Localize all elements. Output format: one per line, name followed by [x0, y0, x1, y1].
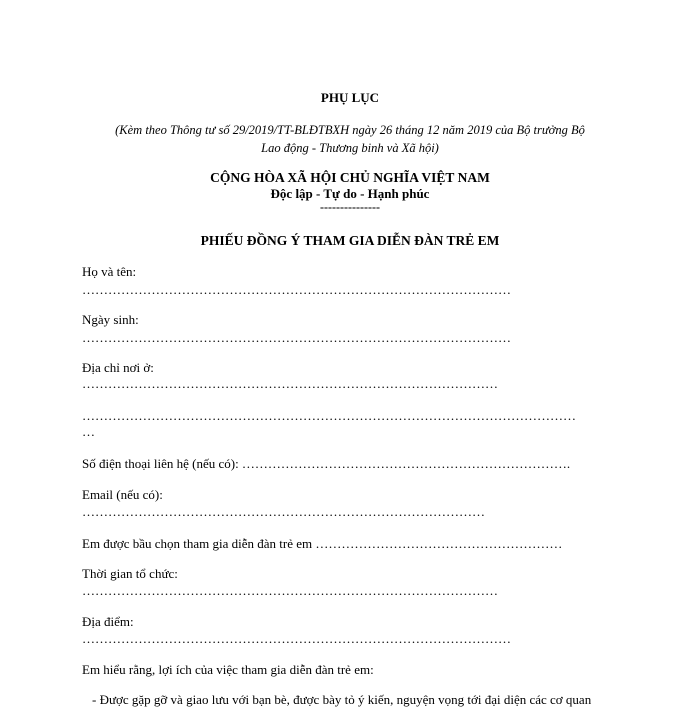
address-dots-2: ……………………………………………………………………………………………………	[82, 408, 576, 423]
phone-label: Số điện thoại liên hệ (nếu có): ………………………………………………………………….	[82, 456, 571, 471]
name-label: Họ và tên:	[82, 264, 137, 279]
benefit-item-partial: - Được gặp gỡ và giao lưu với bạn bè, được bày tỏ ý kiến, nguyện vọng tới đại diện các cơ quan	[92, 692, 592, 707]
nation-title: CỘNG HÒA XÃ HỘI CHỦ NGHĨA VIỆT NAM	[210, 170, 490, 185]
time-label: Thời gian tổ chức:	[82, 566, 178, 581]
address-dots-3: …	[82, 424, 95, 439]
appendix-subheading-line2: Lao động - Thương binh và Xã hội)	[261, 141, 439, 155]
benefit-label: Em hiểu rằng, lợi ích của việc tham gia diễn đàn trẻ em:	[82, 662, 374, 677]
dob-label: Ngày sinh:	[82, 312, 139, 327]
motto-separator: ---------------	[320, 200, 380, 214]
address-label: Địa chỉ nơi ở:	[82, 360, 154, 375]
email-label: Email (nếu có):	[82, 487, 163, 502]
time-dots: ……………………………………………………………………………………	[82, 583, 498, 598]
address-dots-1: ……………………………………………………………………………………	[82, 376, 498, 391]
form-title: PHIẾU ĐỒNG Ý THAM GIA DIỄN ĐÀN TRẺ EM	[200, 233, 500, 248]
name-dots: ………………………………………………………………………………………	[82, 282, 511, 297]
email-dots: …………………………………………………………………………………	[82, 504, 485, 519]
appendix-heading: PHỤ LỤC	[320, 90, 380, 105]
nation-motto: Độc lập - Tự do - Hạnh phúc	[270, 186, 430, 201]
elected-label: Em được bầu chọn tham gia diễn đàn trẻ em …………………………………………………	[82, 536, 563, 551]
place-label: Địa điểm:	[82, 614, 134, 629]
appendix-subheading-line1: (Kèm theo Thông tư số 29/2019/TT-BLĐTBXH ngày 26 tháng 12 năm 2019 của Bộ trưởng Bộ	[115, 123, 585, 137]
dob-dots: ………………………………………………………………………………………	[82, 330, 511, 345]
place-dots: ………………………………………………………………………………………	[82, 631, 511, 646]
